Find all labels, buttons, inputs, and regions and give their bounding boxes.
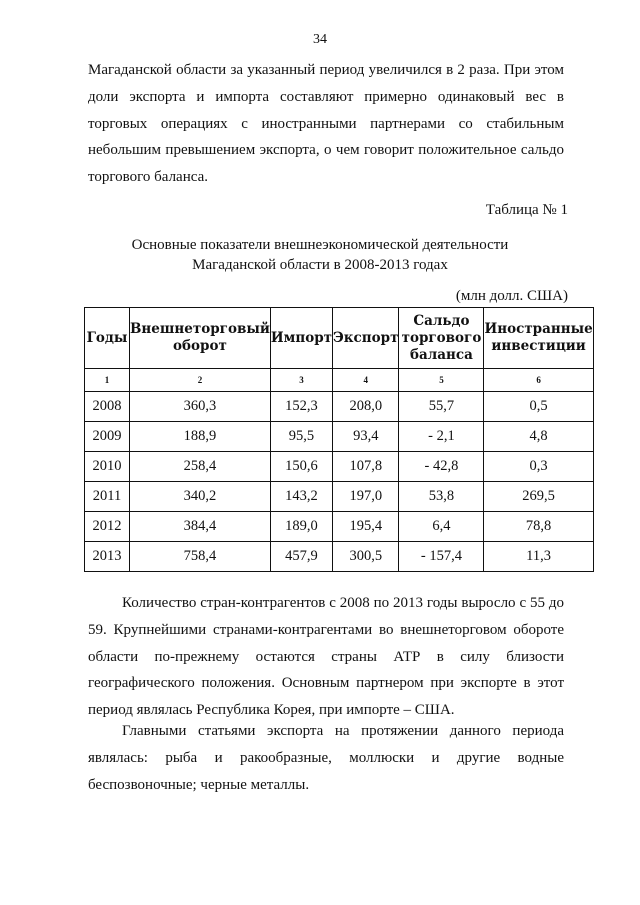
column-number-row (85, 369, 594, 392)
table-row (85, 392, 594, 422)
column-number: 4 (333, 369, 399, 392)
cell-investment: 11,3 (484, 542, 593, 572)
table-row (85, 422, 594, 452)
cell-turnover: 758,4 (130, 542, 271, 572)
cell-balance: - 42,8 (399, 452, 484, 482)
table-title-line-2: Магаданской области в 2008-2013 годах (192, 257, 448, 273)
table-title-line-1: Основные показатели внешнеэкономической деятельности (131, 237, 509, 253)
column-number: 3 (270, 369, 332, 392)
cell-import: 95,5 (270, 422, 332, 452)
cell-import: 152,3 (270, 392, 332, 422)
cell-year: 2012 (85, 512, 130, 542)
paragraph-1: Магаданской области за указанный период увеличился в 2 раза. При этом доли экспорта и импорта составляют примерно одинаковый вес в торговых операциях с иностранными партнерами со стабильным небольшим превышением экспорта, о чем говорит положительное сальдо торгового баланса. (88, 62, 564, 186)
header-turnover: Внешнеторговый оборот (130, 308, 271, 369)
table-row (85, 452, 594, 482)
cell-turnover: 258,4 (130, 452, 271, 482)
table-header-row (85, 308, 594, 369)
cell-import: 143,2 (270, 482, 332, 512)
table-title (0, 235, 640, 275)
cell-balance: 53,8 (399, 482, 484, 512)
header-years: Годы (85, 308, 130, 369)
cell-year: 2010 (85, 452, 130, 482)
column-number: 1 (85, 369, 130, 392)
cell-turnover: 360,3 (130, 392, 271, 422)
cell-export: 107,8 (333, 452, 399, 482)
page-number: 34 (313, 32, 327, 47)
cell-turnover: 340,2 (130, 482, 271, 512)
cell-investment: 78,8 (484, 512, 593, 542)
cell-investment: 4,8 (484, 422, 593, 452)
header-investment: Иностранные инвестиции (484, 308, 593, 369)
header-export: Экспорт (333, 308, 399, 369)
cell-year: 2011 (85, 482, 130, 512)
cell-export: 208,0 (333, 392, 399, 422)
table-units: (млн долл. США) (455, 288, 568, 304)
paragraph-3: Главными статьями экспорта на протяжении данного периода являлась: рыба и ракообразные, моллюски и другие водные беспозвоночные; черные металлы. (88, 723, 564, 793)
cell-export: 197,0 (333, 482, 399, 512)
table-row (85, 482, 594, 512)
cell-year: 2013 (85, 542, 130, 572)
cell-balance: 6,4 (399, 512, 484, 542)
cell-export: 300,5 (333, 542, 399, 572)
column-number: 2 (130, 369, 271, 392)
cell-export: 195,4 (333, 512, 399, 542)
table-caption: Таблица № 1 (485, 202, 568, 218)
cell-investment: 0,3 (484, 452, 593, 482)
cell-export: 93,4 (333, 422, 399, 452)
cell-turnover: 188,9 (130, 422, 271, 452)
cell-investment: 269,5 (484, 482, 593, 512)
cell-balance: - 157,4 (399, 542, 484, 572)
header-balance: Сальдо торгового баланса (399, 308, 484, 369)
cell-investment: 0,5 (484, 392, 593, 422)
paragraph-2: Количество стран-контрагентов с 2008 по 2013 годы выросло с 55 до 59. Крупнейшими странами-контрагентами во внешнеторговом обороте области по-прежнему остаются страны АТР в силу близости географического положения. Основным партнером при экспорте в этот период являлась Республика Корея, при импорте – США. (88, 595, 564, 719)
cell-turnover: 384,4 (130, 512, 271, 542)
cell-balance: 55,7 (399, 392, 484, 422)
indicators-table (84, 307, 594, 572)
cell-import: 150,6 (270, 452, 332, 482)
column-number: 6 (484, 369, 593, 392)
header-import: Импорт (270, 308, 332, 369)
cell-balance: - 2,1 (399, 422, 484, 452)
cell-year: 2009 (85, 422, 130, 452)
table-row (85, 512, 594, 542)
cell-import: 189,0 (270, 512, 332, 542)
cell-import: 457,9 (270, 542, 332, 572)
column-number: 5 (399, 369, 484, 392)
table-row (85, 542, 594, 572)
cell-year: 2008 (85, 392, 130, 422)
